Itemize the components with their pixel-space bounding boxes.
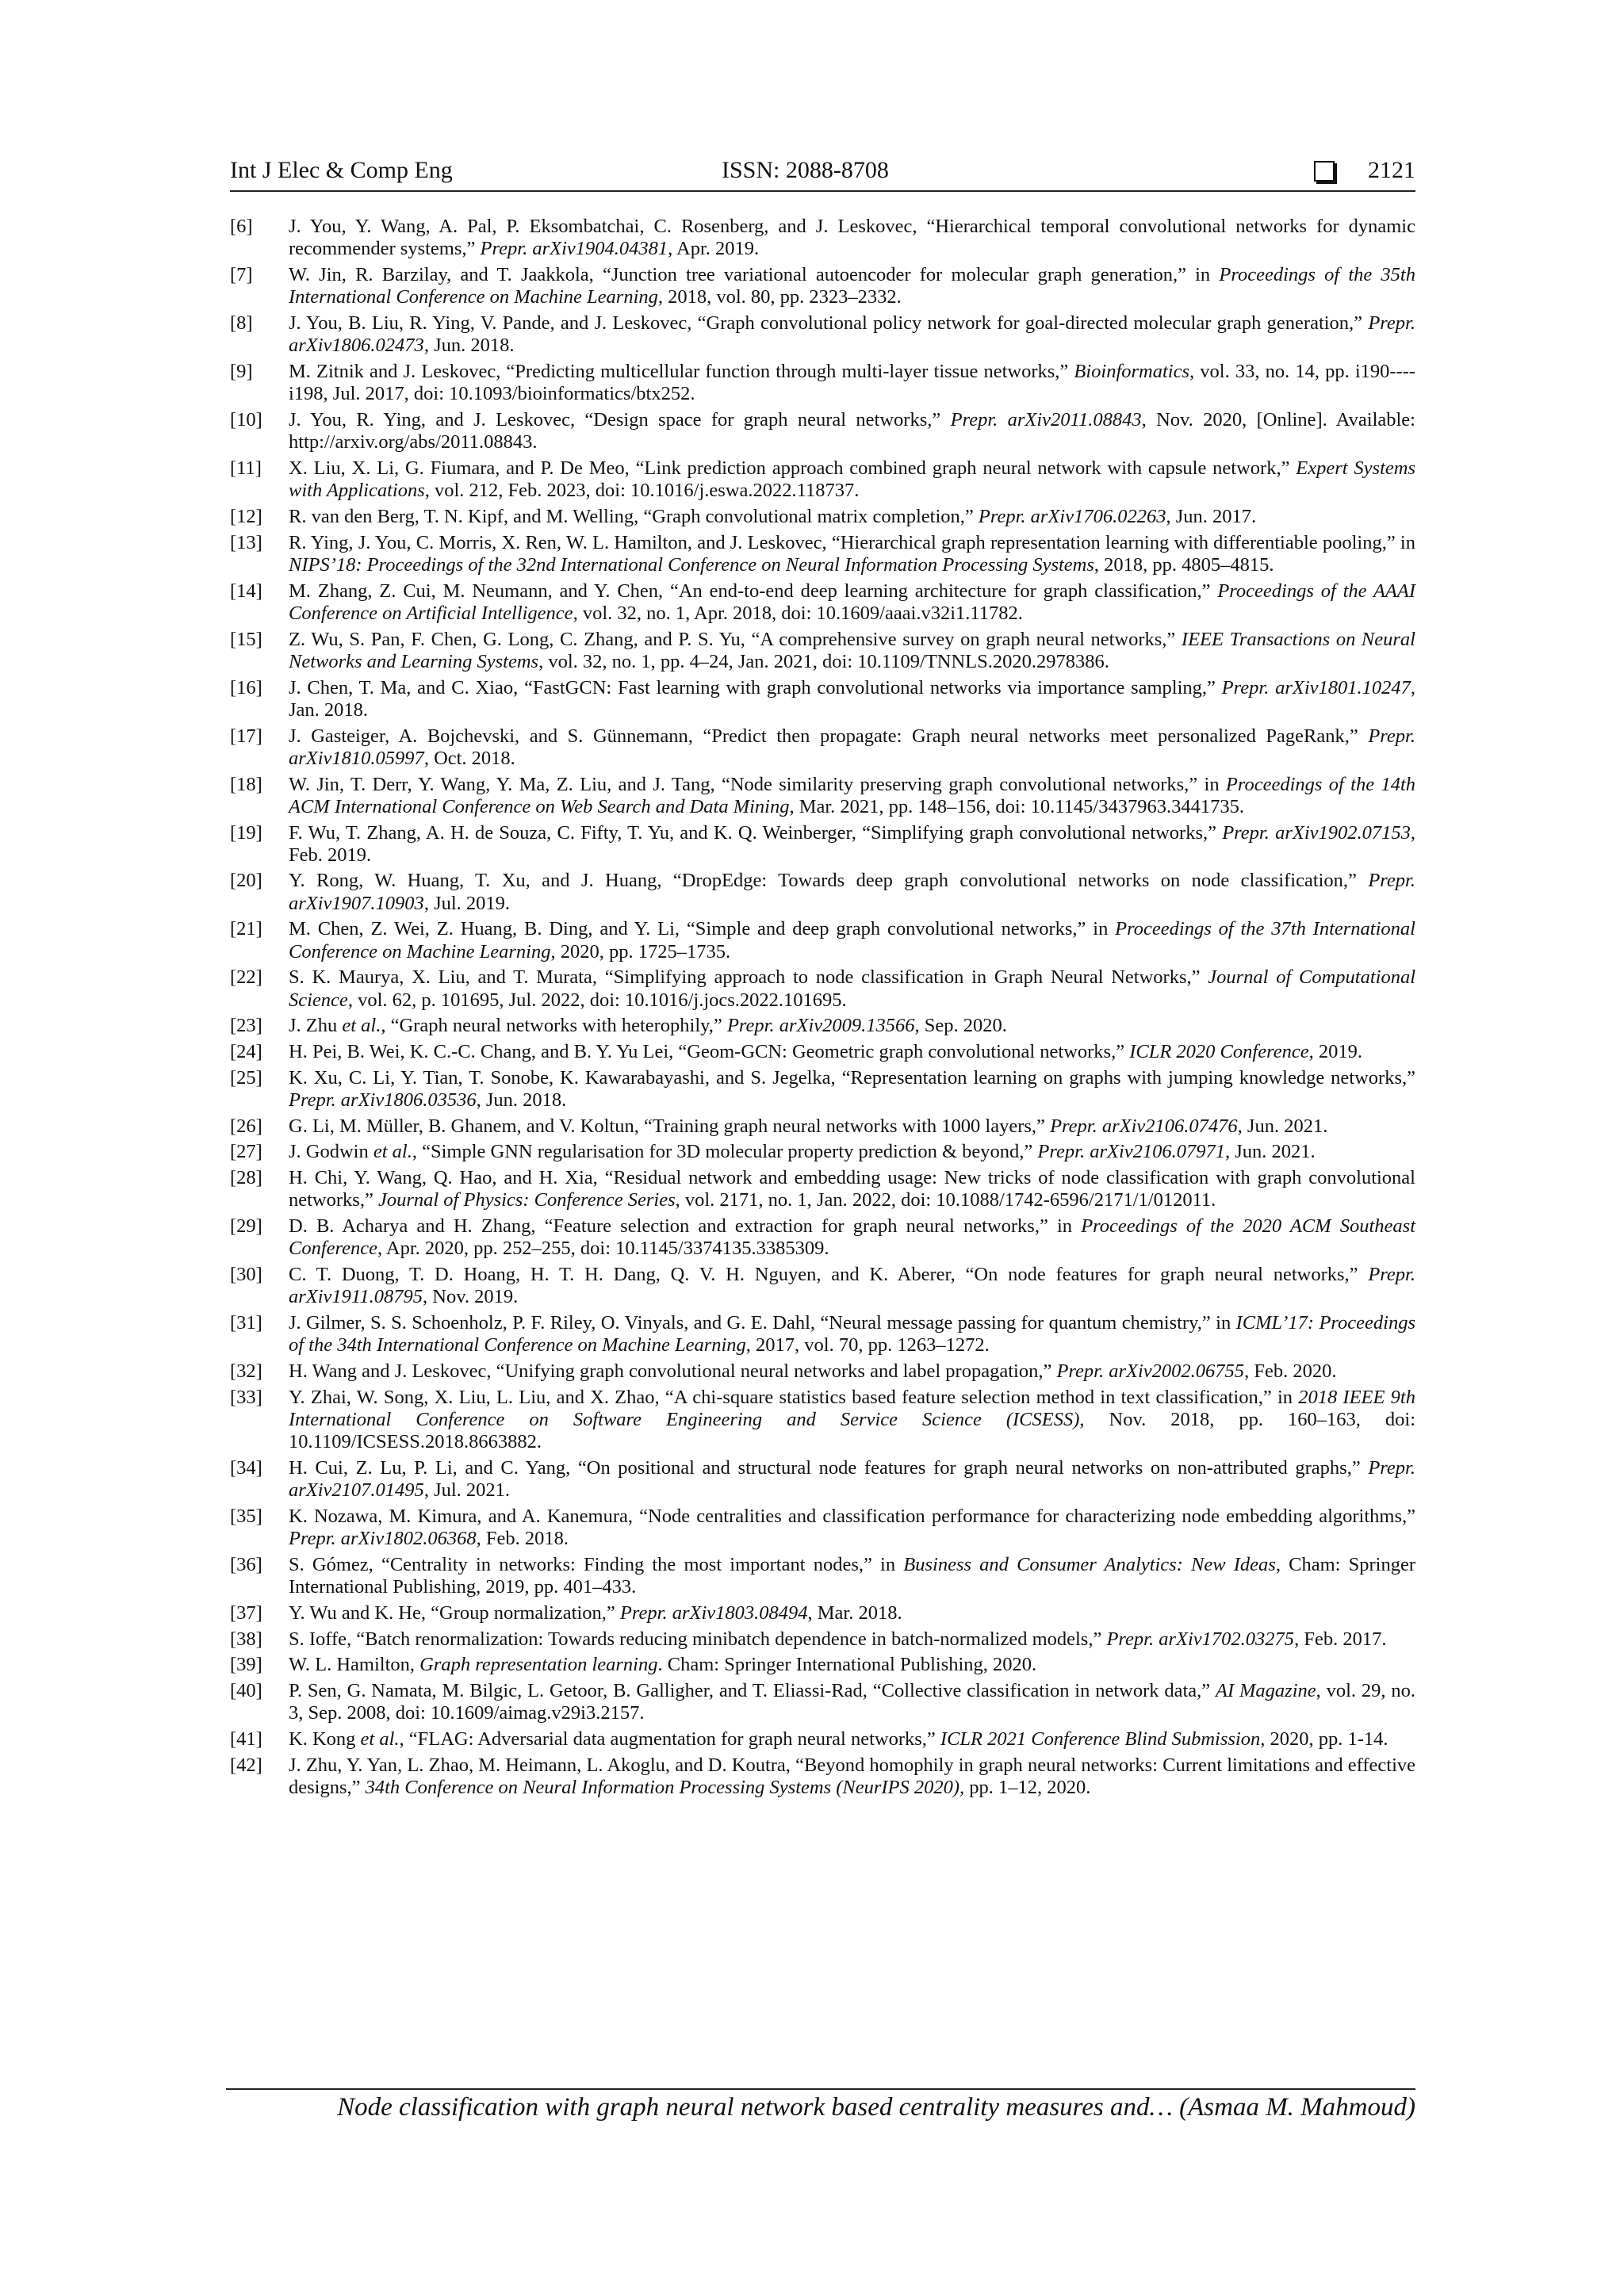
reference-segment: , Jan. 2018.: [289, 676, 1415, 721]
reference-text: [289, 1554, 1415, 1598]
reference-segment: W. L. Hamilton,: [289, 1654, 420, 1676]
reference-venue: ICLR 2020 Conference: [1129, 1041, 1309, 1063]
reference-segment: , vol. 29, no. 3, Sep. 2008, doi: 10.1609/aimag.v29i3.2157.: [289, 1680, 1415, 1724]
reference-venue: Prepr. arXiv2011.08843: [950, 408, 1142, 430]
reference-text: [289, 822, 1415, 866]
reference-number: [36]: [230, 1554, 262, 1576]
reference-item: [230, 1728, 1415, 1751]
reference-segment: R. van den Berg, T. N. Kipf, and M. Welling, “Graph convolutional matrix completion,”: [289, 505, 979, 527]
reference-number: [15]: [230, 628, 262, 650]
reference-segment: , Apr. 2020, pp. 252–255, doi: 10.1145/3374135.3385309.: [377, 1238, 829, 1260]
reference-item: [230, 457, 1415, 503]
reference-venue: Prepr. arXiv1911.08795: [289, 1264, 1415, 1308]
reference-segment: , Nov. 2019.: [423, 1286, 519, 1308]
reference-segment: , 2020, pp. 1-14.: [1260, 1728, 1388, 1751]
reference-venue: Prepr. arXiv1801.10247: [1221, 676, 1411, 698]
reference-text: [289, 1457, 1415, 1501]
reference-item: [230, 966, 1415, 1012]
reference-item: [230, 1115, 1415, 1138]
reference-number: [30]: [230, 1264, 262, 1286]
reference-segment: , Jul. 2021.: [423, 1479, 511, 1502]
reference-number: [17]: [230, 725, 262, 747]
reference-segment: , Jun. 2018.: [423, 335, 515, 357]
reference-segment: , “FLAG: Adversarial data augmentation for graph neural networks,”: [399, 1728, 940, 1751]
reference-item: [230, 1654, 1415, 1676]
reference-segment: K. Nozawa, M. Kimura, and A. Kanemura, “Node centralities and classification performance for characterizing node embedding algorithms,”: [289, 1506, 1415, 1528]
reference-venue: 34th Conference on Neural Information Processing Systems (NeurIPS 2020),: [365, 1777, 965, 1799]
checkbox-square-icon: [1314, 161, 1335, 182]
reference-item: [230, 822, 1415, 867]
reference-segment: . Cham: Springer International Publishing, 2020.: [657, 1654, 1037, 1676]
reference-segment: , Feb. 2017.: [1294, 1628, 1387, 1650]
reference-text: [289, 506, 1256, 527]
reference-text: [289, 918, 1415, 962]
reference-number: [32]: [230, 1360, 262, 1383]
reference-venue: Prepr. arXiv2107.01495: [289, 1457, 1415, 1502]
reference-venue: IEEE Transactions on Neural Networks and Learning Systems: [289, 628, 1415, 672]
reference-text: [289, 216, 1415, 259]
reference-number: [24]: [230, 1041, 262, 1063]
reference-segment: , Mar. 2021, pp. 148–156, doi: 10.1145/3437963.3441735.: [789, 795, 1244, 817]
reference-venue: Prepr. arXiv1802.06368: [289, 1528, 477, 1550]
reference-segment: , Feb. 2019.: [289, 821, 1416, 866]
reference-item: [230, 629, 1415, 674]
reference-text: [289, 457, 1415, 501]
reference-item: [230, 1141, 1415, 1163]
reference-item: [230, 1015, 1415, 1037]
reference-item: [230, 1264, 1415, 1309]
reference-item: [230, 1602, 1415, 1624]
reference-number: [38]: [230, 1628, 262, 1650]
reference-venue: et al.: [342, 1015, 381, 1037]
reference-segment: K. Xu, C. Li, Y. Tian, T. Sonobe, K. Kawarabayashi, and S. Jegelka, “Representation learning on graphs with jumping knowledge networks,”: [289, 1066, 1415, 1089]
reference-segment: , Feb. 2018.: [476, 1528, 569, 1550]
reference-venue: Prepr. arXiv1706.02263: [978, 505, 1166, 527]
reference-text: [289, 580, 1415, 624]
reference-venue: Prepr. arXiv1702.03275: [1106, 1628, 1295, 1650]
reference-item: [230, 918, 1415, 963]
reference-segment: F. Wu, T. Zhang, A. H. de Souza, C. Fifty, T. Yu, and K. Q. Weinberger, “Simplifying graph convolutional networks,”: [289, 821, 1223, 844]
reference-item: [230, 1387, 1415, 1454]
running-footer: Node classification with graph neural network based centrality measures and… (Asmaa M. Mahmoud): [337, 2093, 1415, 2122]
reference-segment: G. Li, M. Müller, B. Ghanem, and V. Koltun, “Training graph neural networks with 1000 layers,”: [289, 1115, 1051, 1137]
reference-segment: , vol. 62, p. 101695, Jul. 2022, doi: 10.1016/j.jocs.2022.101695.: [347, 989, 847, 1011]
footer-divider: [226, 2088, 1415, 2090]
reference-number: [14]: [230, 580, 262, 602]
reference-venue: Proceedings of the 37th International Conference on Machine Learning: [289, 918, 1415, 962]
reference-text: [289, 1654, 1036, 1675]
reference-item: [230, 1628, 1415, 1651]
reference-text: [289, 774, 1415, 817]
reference-segment: , Jun. 2017.: [1166, 505, 1257, 527]
reference-segment: , vol. 32, no. 1, Apr. 2018, doi: 10.1609/aaai.v32i1.11782.: [573, 602, 1023, 624]
reference-venue: Journal of Computational Science: [289, 966, 1415, 1011]
reference-segment: J. Zhu: [289, 1015, 343, 1037]
reference-segment: , Feb. 2020.: [1244, 1360, 1337, 1383]
reference-segment: Y. Zhai, W. Song, X. Liu, L. Liu, and X. Zhao, “A chi-square statistics based feature selection method in text classification,” in: [289, 1386, 1299, 1408]
reference-number: [18]: [230, 773, 262, 795]
reference-text: [289, 629, 1415, 672]
reference-segment: C. T. Duong, T. D. Hoang, H. T. H. Dang, Q. V. H. Nguyen, and K. Aberer, “On node features for graph neural networks,”: [289, 1264, 1369, 1286]
reference-segment: S. Gómez, “Centrality in networks: Finding the most important nodes,” in: [289, 1554, 904, 1576]
reference-number: [28]: [230, 1167, 262, 1189]
reference-venue: Bioinformatics: [1074, 360, 1190, 382]
reference-venue: Prepr. arXiv1806.03536: [289, 1089, 477, 1112]
reference-item: [230, 1312, 1415, 1357]
reference-item: [230, 1457, 1415, 1502]
reference-item: [230, 1554, 1415, 1599]
reference-segment: , Nov. 2018, pp. 160–163, doi: 10.1109/ICSESS.2018.8663882.: [289, 1409, 1416, 1453]
reference-segment: Z. Wu, S. Pan, F. Chen, G. Long, C. Zhang, and P. S. Yu, “A comprehensive survey on graph neural networks,”: [289, 628, 1182, 650]
reference-venue: Proceedings of the 2020 ACM Southeast Conference: [289, 1215, 1416, 1260]
reference-segment: S. Ioffe, “Batch renormalization: Towards reducing minibatch dependence in batch-normalized models,”: [289, 1628, 1107, 1650]
reference-text: [289, 966, 1415, 1010]
reference-item: [230, 1680, 1415, 1725]
reference-segment: , 2020, pp. 1725–1735.: [550, 940, 731, 962]
reference-item: [230, 1215, 1415, 1261]
reference-text: [289, 1115, 1327, 1137]
reference-segment: , vol. 2171, no. 1, Jan. 2022, doi: 10.1088/1742-6596/2171/1/012011.: [675, 1189, 1216, 1211]
reference-text: [289, 1141, 1316, 1162]
issn: ISSN: 2088-8708: [722, 157, 889, 183]
reference-item: [230, 1067, 1415, 1112]
reference-segment: M. Chen, Z. Wei, Z. Huang, B. Ding, and Y. Li, “Simple and deep graph convolutional networks,” in: [289, 918, 1116, 940]
reference-text: [289, 1628, 1386, 1650]
reference-segment: , Nov. 2020, [Online]. Available: http://arxiv.org/abs/2011.08843.: [289, 408, 1415, 453]
reference-text: [289, 361, 1415, 404]
reference-segment: K. Kong: [289, 1728, 361, 1751]
reference-item: [230, 774, 1415, 819]
reference-venue: Prepr. arXiv1810.05997: [289, 725, 1415, 769]
journal-name: Int J Elec & Comp Eng: [230, 157, 453, 183]
reference-item: [230, 264, 1415, 309]
reference-text: [289, 312, 1415, 356]
reference-venue: Prepr. arXiv1803.08494: [619, 1602, 808, 1624]
reference-venue: Proceedings of the 14th ACM International Conference on Web Search and Data Mining: [289, 773, 1415, 817]
reference-item: [230, 312, 1415, 358]
reference-segment: , Jul. 2019.: [423, 892, 511, 914]
reference-text: [289, 1728, 1388, 1750]
reference-segment: , vol. 33, no. 14, pp. i190----i198, Jul. 2017, doi: 10.1093/bioinformatics/btx252.: [289, 360, 1416, 405]
reference-segment: J. You, Y. Wang, A. Pal, P. Eksombatchai, C. Rosenberg, and J. Leskovec, “Hierarchical temporal convolutional networks for dynamic recommender systems,”: [289, 216, 1415, 260]
reference-number: [35]: [230, 1506, 262, 1528]
reference-item: [230, 677, 1415, 722]
reference-item: [230, 1167, 1415, 1212]
reference-segment: , Jun. 2021.: [1225, 1141, 1316, 1163]
reference-number: [25]: [230, 1066, 262, 1089]
reference-text: [289, 264, 1415, 308]
reference-segment: , vol. 32, no. 1, pp. 4–24, Jan. 2021, doi: 10.1109/TNNLS.2020.2978386.: [538, 650, 1109, 672]
reference-number: [31]: [230, 1312, 262, 1334]
reference-number: [12]: [230, 505, 262, 527]
reference-number: [34]: [230, 1457, 262, 1479]
reference-number: [42]: [230, 1754, 262, 1776]
reference-text: [289, 677, 1415, 721]
reference-segment: , Jun. 2021.: [1237, 1115, 1328, 1137]
reference-venue: Graph representation learning: [419, 1654, 658, 1676]
reference-venue: Prepr. arXiv2106.07476: [1050, 1115, 1238, 1137]
reference-venue: Journal of Physics: Conference Series: [377, 1189, 676, 1211]
reference-number: [6]: [230, 216, 253, 237]
reference-item: [230, 1360, 1415, 1383]
reference-segment: , Cham: Springer International Publishing, 2019, pp. 401–433.: [289, 1554, 1415, 1598]
reference-item: [230, 532, 1415, 577]
reference-segment: J. Gasteiger, A. Bojchevski, and S. Günnemann, “Predict then propagate: Graph neural networks meet personalized PageRank,”: [289, 725, 1369, 747]
reference-item: [230, 1506, 1415, 1551]
reference-segment: , “Simple GNN regularisation for 3D molecular property prediction & beyond,”: [412, 1141, 1038, 1163]
reference-text: [289, 1360, 1336, 1382]
reference-number: [22]: [230, 966, 262, 989]
page-number: 2121: [1368, 157, 1415, 183]
reference-number: [23]: [230, 1015, 262, 1037]
reference-text: [289, 1680, 1415, 1724]
reference-segment: W. Jin, T. Derr, Y. Wang, Y. Ma, Z. Liu, and J. Tang, “Node similarity preserving graph convolutional networks,” in: [289, 773, 1226, 795]
reference-venue: Prepr. arXiv1806.02473: [289, 312, 1415, 357]
reference-segment: J. Zhu, Y. Yan, L. Zhao, M. Heimann, L. Akoglu, and D. Koutra, “Beyond homophily in graph neural networks: Current limitations and effective designs,”: [289, 1754, 1415, 1799]
reference-text: [289, 870, 1415, 913]
reference-text: [289, 1755, 1415, 1798]
reference-segment: J. Gilmer, S. S. Schoenholz, P. F. Riley, O. Vinyals, and G. E. Dahl, “Neural message passing for quantum chemistry,” in: [289, 1312, 1236, 1334]
reference-venue: ICLR 2021 Conference Blind Submission: [940, 1728, 1261, 1751]
reference-text: [289, 1215, 1415, 1259]
reference-segment: J. Chen, T. Ma, and C. Xiao, “FastGCN: Fast learning with graph convolutional networks via importance sampling,”: [289, 676, 1222, 698]
reference-number: [19]: [230, 821, 262, 844]
reference-segment: M. Zhang, Z. Cui, M. Neumann, and Y. Chen, “An end-to-end deep learning architecture for graph classification,”: [289, 580, 1218, 602]
reference-segment: P. Sen, G. Namata, M. Bilgic, L. Getoor, B. Galligher, and T. Eliassi-Rad, “Collective classification in network data,”: [289, 1680, 1216, 1702]
reference-item: [230, 216, 1415, 261]
reference-text: [289, 1067, 1415, 1111]
reference-number: [26]: [230, 1115, 262, 1137]
reference-number: [9]: [230, 360, 253, 382]
reference-number: [39]: [230, 1654, 262, 1676]
reference-segment: J. You, B. Liu, R. Ying, V. Pande, and J. Leskovec, “Graph convolutional policy network for goal-directed molecular graph generation,”: [289, 312, 1369, 334]
reference-segment: J. Godwin: [289, 1141, 373, 1163]
reference-venue: ICML’17: Proceedings of the 34th International Conference on Machine Learning: [289, 1312, 1416, 1357]
reference-number: [11]: [230, 457, 262, 479]
reference-number: [40]: [230, 1680, 262, 1702]
reference-segment: , “Graph neural networks with heterophily,”: [381, 1015, 727, 1037]
reference-segment: , 2017, vol. 70, pp. 1263–1272.: [745, 1334, 990, 1357]
reference-segment: D. B. Acharya and H. Zhang, “Feature selection and extraction for graph neural networks,” in: [289, 1215, 1082, 1238]
reference-text: [289, 1167, 1415, 1211]
reference-number: [8]: [230, 312, 253, 334]
reference-segment: R. Ying, J. You, C. Morris, X. Ren, W. L. Hamilton, and J. Leskovec, “Hierarchical graph representation learning with differentiable pooling,” in: [289, 531, 1415, 553]
reference-segment: H. Pei, B. Wei, K. C.-C. Chang, and B. Y. Yu Lei, “Geom-GCN: Geometric graph convolutional networks,”: [289, 1041, 1130, 1063]
reference-segment: 2018, vol. 80, pp. 2323–2332.: [663, 286, 902, 308]
reference-text: [289, 1312, 1415, 1356]
reference-text: [289, 1041, 1362, 1062]
reference-number: [7]: [230, 263, 253, 285]
reference-venue: AI Magazine: [1216, 1680, 1316, 1702]
reference-venue: Prepr. arXiv2009.13566: [726, 1015, 915, 1037]
reference-item: [230, 580, 1415, 626]
reference-number: [13]: [230, 531, 262, 553]
reference-segment: , Jun. 2018.: [476, 1089, 567, 1112]
reference-segment: M. Zitnik and J. Leskovec, “Predicting multicellular function through multi-layer tissue networks,”: [289, 360, 1074, 382]
reference-number: [10]: [230, 408, 262, 430]
reference-text: [289, 1015, 1007, 1036]
reference-segment: pp. 1–12, 2020.: [964, 1777, 1091, 1799]
reference-item: [230, 870, 1415, 915]
reference-segment: S. K. Maurya, X. Liu, and T. Murata, “Simplifying approach to node classification in Graph Neural Networks,”: [289, 966, 1208, 989]
reference-text: [289, 725, 1415, 769]
reference-number: [33]: [230, 1386, 262, 1408]
reference-segment: J. You, R. Ying, and J. Leskovec, “Design space for graph neural networks,”: [289, 408, 951, 430]
reference-item: [230, 1755, 1415, 1800]
reference-item: [230, 1041, 1415, 1063]
reference-venue: Expert Systems with Applications: [289, 457, 1415, 502]
page-header: [230, 155, 1415, 192]
reference-number: [37]: [230, 1602, 262, 1624]
reference-segment: , Apr. 2019.: [668, 238, 760, 260]
reference-segment: , Sep. 2020.: [914, 1015, 1007, 1037]
reference-number: [29]: [230, 1215, 262, 1238]
reference-item: [230, 725, 1415, 771]
reference-venue: Proceedings of the AAAI Conference on Artificial Intelligence: [289, 580, 1416, 624]
reference-venue: NIPS’18: Proceedings of the 32nd International Conference on Neural Information Processing Systems: [289, 553, 1094, 576]
reference-segment: Y. Wu and K. He, “Group normalization,”: [289, 1602, 620, 1624]
reference-segment: , Mar. 2018.: [807, 1602, 902, 1624]
reference-segment: H. Cui, Z. Lu, P. Li, and C. Yang, “On positional and structural node features for graph neural networks on non-attributed graphs,”: [289, 1457, 1369, 1479]
reference-segment: W. Jin, R. Barzilay, and T. Jaakkola, “Junction tree variational autoencoder for molecular graph generation,” in: [289, 263, 1220, 285]
reference-segment: Y. Rong, W. Huang, T. Xu, and J. Huang, “DropEdge: Towards deep graph convolutional networks on node classification,”: [289, 870, 1369, 892]
reference-segment: , Oct. 2018.: [423, 747, 515, 769]
reference-segment: , 2018, pp. 4805–4815.: [1094, 553, 1274, 576]
reference-text: [289, 1387, 1415, 1453]
reference-venue: et al.: [373, 1141, 412, 1163]
reference-text: [289, 1602, 902, 1624]
reference-number: [21]: [230, 918, 262, 940]
reference-item: [230, 409, 1415, 454]
reference-text: [289, 1264, 1415, 1307]
reference-number: [27]: [230, 1141, 262, 1163]
reference-segment: H. Chi, Y. Wang, Q. Hao, and H. Xia, “Residual network and embedding usage: New tricks of node classification with graph convolutional networks,”: [289, 1167, 1415, 1211]
reference-text: [289, 409, 1415, 453]
reference-item: [230, 361, 1415, 406]
reference-venue: et al.: [360, 1728, 400, 1751]
reference-venue: Prepr. arXiv1907.10903: [289, 870, 1415, 914]
reference-number: [16]: [230, 676, 262, 698]
reference-venue: Prepr. arXiv1904.04381: [480, 238, 668, 260]
reference-venue: Prepr. arXiv2106.07971: [1037, 1141, 1225, 1163]
reference-venue: Prepr. arXiv1902.07153: [1222, 821, 1411, 844]
reference-venue: Prepr. arXiv2002.06755: [1056, 1360, 1245, 1383]
reference-item: [230, 506, 1415, 528]
reference-venue: 2018 IEEE 9th International Conference on Software Engineering and Service Science (ICSESS): [289, 1386, 1415, 1431]
reference-number: [20]: [230, 870, 262, 892]
reference-segment: X. Liu, X. Li, G. Fiumara, and P. De Meo, “Link prediction approach combined graph neural network with capsule network,”: [289, 457, 1297, 479]
reference-text: [289, 532, 1415, 576]
reference-segment: , 2019.: [1308, 1041, 1362, 1063]
reference-segment: H. Wang and J. Leskovec, “Unifying graph convolutional neural networks and label propagation,”: [289, 1360, 1057, 1383]
page-number-group: [1314, 155, 1415, 186]
reference-venue: Business and Consumer Analytics: New Ideas: [903, 1554, 1276, 1576]
reference-segment: , vol. 212, Feb. 2023, doi: 10.1016/j.eswa.2022.118737.: [424, 480, 860, 502]
reference-number: [41]: [230, 1728, 262, 1751]
reference-venue: Proceedings of the 35th International Conference on Machine Learning,: [289, 263, 1415, 308]
reference-list: [230, 216, 1415, 1803]
reference-text: [289, 1506, 1415, 1549]
